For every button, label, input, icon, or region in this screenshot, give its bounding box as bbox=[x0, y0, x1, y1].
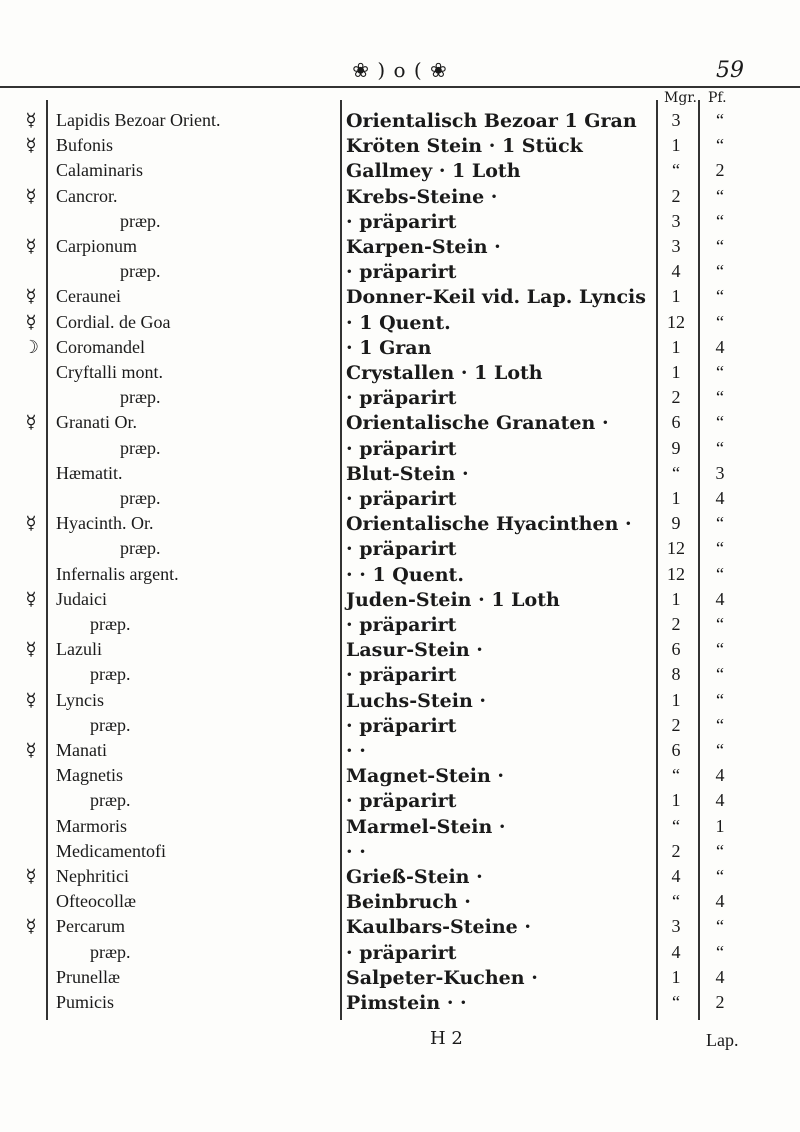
price-pf: “ bbox=[716, 261, 724, 282]
price-mgr: 4 bbox=[671, 941, 681, 962]
price-mgr: 3 bbox=[671, 210, 681, 231]
latin-name: Hyacinth. Or. bbox=[56, 513, 154, 534]
latin-name: præp. bbox=[120, 488, 161, 508]
latin-name: Cryftalli mont. bbox=[56, 362, 163, 382]
price-mgr: “ bbox=[672, 891, 680, 912]
german-name: Donner-Keil vid. Lap. Lyncis bbox=[346, 286, 646, 309]
price-pf: 4 bbox=[715, 891, 725, 912]
price-row bbox=[0, 236, 800, 258]
price-mgr: 2 bbox=[671, 614, 681, 634]
latin-name: præp. bbox=[120, 210, 161, 231]
price-row bbox=[0, 790, 800, 812]
price-row bbox=[0, 690, 800, 712]
german-name: · präparirt bbox=[346, 614, 457, 636]
german-name: · präparirt bbox=[346, 261, 457, 284]
price-mgr: “ bbox=[672, 992, 680, 1012]
price-pf: 2 bbox=[715, 992, 725, 1012]
price-row bbox=[0, 286, 800, 308]
price-pf: “ bbox=[716, 740, 724, 760]
price-row bbox=[0, 841, 800, 863]
latin-name: Ceraunei bbox=[56, 286, 121, 307]
german-name: · · bbox=[346, 740, 366, 762]
catchword: Lap. bbox=[706, 1030, 739, 1050]
german-name: Magnet-Stein · bbox=[346, 765, 505, 788]
price-row bbox=[0, 891, 800, 913]
price-mgr: 1 bbox=[671, 966, 681, 987]
price-row bbox=[0, 866, 800, 888]
german-name: · präparirt bbox=[346, 714, 457, 737]
german-name: Blut-Stein · bbox=[346, 462, 469, 485]
price-row bbox=[0, 538, 800, 560]
german-name: · präparirt bbox=[346, 790, 457, 813]
price-pf: “ bbox=[716, 689, 724, 710]
price-row bbox=[0, 312, 800, 334]
german-name: Luchs-Stein · bbox=[346, 689, 486, 712]
latin-name: præp. bbox=[120, 538, 161, 559]
german-name: Krebs-Steine · bbox=[346, 185, 498, 208]
latin-name: præp. bbox=[120, 437, 161, 458]
latin-name: Nephritici bbox=[56, 866, 129, 886]
price-row bbox=[0, 967, 800, 989]
mercury-symbol-icon: ☿ bbox=[25, 236, 37, 257]
price-pf: “ bbox=[716, 941, 724, 962]
price-row bbox=[0, 639, 800, 661]
price-pf: 4 bbox=[715, 488, 725, 508]
price-mgr: 1 bbox=[671, 488, 681, 508]
german-name: · präparirt bbox=[346, 488, 457, 510]
german-name: Orientalische Granaten · bbox=[346, 412, 609, 435]
price-mgr: 2 bbox=[671, 714, 681, 735]
latin-name: Cancror. bbox=[56, 185, 118, 206]
latin-name: præp. bbox=[120, 387, 161, 408]
price-mgr: “ bbox=[672, 462, 680, 483]
german-name: Juden-Stein · 1 Loth bbox=[346, 588, 560, 611]
price-pf: “ bbox=[716, 135, 724, 156]
mercury-symbol-icon: ☿ bbox=[25, 916, 37, 938]
price-row bbox=[0, 362, 800, 384]
german-name: · 1 Gran bbox=[346, 336, 432, 359]
column-header-pf: Pf. bbox=[708, 90, 727, 106]
latin-name: Lazuli bbox=[56, 639, 102, 660]
latin-name: Magnetis bbox=[56, 765, 123, 786]
price-mgr: 2 bbox=[671, 387, 681, 408]
price-mgr: “ bbox=[672, 765, 680, 786]
price-pf: “ bbox=[716, 513, 724, 534]
latin-name: Percarum bbox=[56, 916, 125, 937]
german-name: Lasur-Stein · bbox=[346, 639, 483, 662]
price-pf: 2 bbox=[715, 160, 725, 181]
german-name: · präparirt bbox=[346, 538, 457, 561]
price-mgr: 9 bbox=[671, 437, 681, 458]
latin-name: præp. bbox=[120, 261, 161, 282]
german-name: Marmel-Stein · bbox=[346, 815, 506, 838]
price-row bbox=[0, 715, 800, 737]
price-mgr: 1 bbox=[671, 689, 681, 710]
price-mgr: 6 bbox=[671, 412, 681, 433]
price-row bbox=[0, 387, 800, 409]
latin-name: Lyncis bbox=[56, 689, 104, 710]
german-name: Crystallen · 1 Loth bbox=[346, 362, 543, 384]
price-row bbox=[0, 992, 800, 1014]
price-row bbox=[0, 740, 800, 762]
page-number: 59 bbox=[716, 58, 744, 83]
price-pf: “ bbox=[716, 110, 724, 130]
mercury-symbol-icon: ☿ bbox=[25, 639, 37, 661]
german-name: Gallmey · 1 Loth bbox=[346, 160, 521, 183]
price-row bbox=[0, 261, 800, 283]
german-name: · präparirt bbox=[346, 941, 457, 964]
price-pf: “ bbox=[716, 840, 724, 861]
price-row bbox=[0, 614, 800, 636]
german-name: Beinbruch · bbox=[346, 891, 471, 914]
price-mgr: 1 bbox=[671, 588, 681, 609]
price-mgr: 6 bbox=[671, 740, 681, 760]
german-name: · präparirt bbox=[346, 437, 457, 460]
latin-name: Judaici bbox=[56, 588, 107, 609]
price-pf: 4 bbox=[715, 336, 725, 357]
price-row bbox=[0, 513, 800, 535]
mercury-symbol-icon: ☿ bbox=[25, 185, 37, 207]
latin-name: Ofteocollæ bbox=[56, 891, 136, 912]
german-name: Grieß-Stein · bbox=[346, 866, 483, 888]
price-pf: “ bbox=[716, 866, 724, 886]
latin-name: Prunellæ bbox=[56, 966, 121, 987]
price-mgr: 1 bbox=[671, 790, 681, 811]
price-pf: “ bbox=[716, 916, 724, 937]
german-name: · 1 Quent. bbox=[346, 311, 451, 334]
price-mgr: 3 bbox=[671, 916, 681, 937]
price-row bbox=[0, 110, 800, 132]
price-pf: “ bbox=[716, 362, 724, 382]
price-mgr: 2 bbox=[671, 185, 681, 206]
latin-name: Cordial. de Goa bbox=[56, 311, 171, 332]
price-pf: “ bbox=[716, 614, 724, 634]
price-mgr: 12 bbox=[667, 563, 685, 584]
price-pf: 4 bbox=[715, 790, 725, 811]
price-row bbox=[0, 412, 800, 434]
latin-name: præp. bbox=[90, 614, 131, 634]
latin-name: præp. bbox=[90, 790, 131, 811]
latin-name: Granati Or. bbox=[56, 412, 137, 433]
price-pf: “ bbox=[716, 664, 724, 685]
mercury-symbol-icon: ☽ bbox=[22, 336, 40, 358]
price-pf: “ bbox=[716, 412, 724, 433]
german-name: Orientalisch Bezoar 1 Gran bbox=[346, 110, 637, 132]
mercury-symbol-icon: ☿ bbox=[25, 588, 37, 610]
price-pf: “ bbox=[716, 210, 724, 231]
german-name: · präparirt bbox=[346, 664, 457, 687]
price-pf: 3 bbox=[715, 462, 725, 483]
latin-name: præp. bbox=[90, 664, 131, 685]
price-mgr: 1 bbox=[671, 362, 681, 382]
price-pf: “ bbox=[716, 538, 724, 559]
column-header-mgr: Mgr. bbox=[664, 90, 697, 106]
price-mgr: 6 bbox=[671, 639, 681, 660]
price-pf: 4 bbox=[715, 588, 725, 609]
price-mgr: 1 bbox=[671, 286, 681, 307]
latin-name: Manati bbox=[56, 740, 107, 760]
price-mgr: 4 bbox=[671, 866, 681, 886]
mercury-symbol-icon: ☿ bbox=[25, 286, 37, 308]
mercury-symbol-icon: ☿ bbox=[25, 513, 37, 535]
price-row bbox=[0, 589, 800, 611]
mercury-symbol-icon: ☿ bbox=[25, 135, 37, 157]
price-row bbox=[0, 186, 800, 208]
price-row bbox=[0, 438, 800, 460]
german-name: Orientalische Hyacinthen · bbox=[346, 513, 632, 536]
mercury-symbol-icon: ☿ bbox=[25, 412, 37, 434]
price-mgr: 2 bbox=[671, 840, 681, 861]
price-row bbox=[0, 664, 800, 686]
price-row bbox=[0, 564, 800, 586]
price-row bbox=[0, 160, 800, 182]
latin-name: Carpionum bbox=[56, 236, 137, 256]
latin-name: Marmoris bbox=[56, 815, 127, 836]
latin-name: Pumicis bbox=[56, 992, 115, 1012]
header-ornament: ❀ ) o ( ❀ bbox=[352, 58, 448, 82]
price-row bbox=[0, 916, 800, 938]
latin-name: Medicamentofi bbox=[56, 840, 166, 861]
latin-name: præp. bbox=[90, 941, 131, 962]
latin-name: præp. bbox=[90, 714, 131, 735]
mercury-symbol-icon: ☿ bbox=[25, 866, 37, 887]
price-mgr: 1 bbox=[671, 135, 681, 156]
price-mgr: 8 bbox=[671, 664, 681, 685]
price-mgr: 12 bbox=[667, 311, 685, 332]
price-mgr: “ bbox=[672, 160, 680, 181]
price-mgr: 3 bbox=[671, 236, 681, 256]
price-mgr: 3 bbox=[671, 110, 681, 130]
latin-name: Infernalis argent. bbox=[56, 563, 179, 584]
price-row bbox=[0, 816, 800, 838]
latin-name: Bufonis bbox=[56, 135, 114, 156]
price-pf: “ bbox=[716, 437, 724, 458]
price-pf: “ bbox=[716, 387, 724, 408]
latin-name: Hæmatit. bbox=[56, 462, 123, 483]
mercury-symbol-icon: ☿ bbox=[25, 740, 37, 761]
german-name: Salpeter-Kuchen · bbox=[346, 966, 538, 989]
header-rule bbox=[0, 86, 800, 88]
signature-mark: H 2 bbox=[430, 1028, 463, 1049]
latin-name: Calaminaris bbox=[56, 160, 143, 181]
mercury-symbol-icon: ☿ bbox=[25, 311, 37, 333]
price-row bbox=[0, 337, 800, 359]
latin-name: Coromandel bbox=[56, 336, 145, 357]
price-mgr: 1 bbox=[671, 336, 681, 357]
german-name: · · 1 Quent. bbox=[346, 563, 464, 586]
german-name: Karpen-Stein · bbox=[346, 236, 501, 258]
price-mgr: “ bbox=[672, 815, 680, 836]
price-pf: “ bbox=[716, 286, 724, 307]
mercury-symbol-icon: ☿ bbox=[25, 689, 37, 711]
price-pf: “ bbox=[716, 714, 724, 735]
price-row bbox=[0, 463, 800, 485]
german-name: Kröten Stein · 1 Stück bbox=[346, 135, 583, 158]
german-name: · · bbox=[346, 840, 366, 863]
price-pf: 4 bbox=[715, 765, 725, 786]
price-mgr: 4 bbox=[671, 261, 681, 282]
price-pf: “ bbox=[716, 639, 724, 660]
german-name: · präparirt bbox=[346, 210, 457, 233]
price-mgr: 12 bbox=[667, 538, 685, 559]
german-name: Pimstein · · bbox=[346, 992, 467, 1014]
price-row bbox=[0, 765, 800, 787]
mercury-symbol-icon: ☿ bbox=[25, 110, 37, 131]
price-pf: “ bbox=[716, 236, 724, 256]
price-pf: “ bbox=[716, 311, 724, 332]
price-row bbox=[0, 135, 800, 157]
german-name: · präparirt bbox=[346, 387, 457, 410]
german-name: Kaulbars-Steine · bbox=[346, 916, 531, 939]
price-row bbox=[0, 488, 800, 510]
latin-name: Lapidis Bezoar Orient. bbox=[56, 110, 221, 130]
price-mgr: 9 bbox=[671, 513, 681, 534]
price-pf: 4 bbox=[715, 966, 725, 987]
price-pf: 1 bbox=[715, 815, 725, 836]
price-pf: “ bbox=[716, 185, 724, 206]
price-row bbox=[0, 211, 800, 233]
price-row bbox=[0, 942, 800, 964]
price-pf: “ bbox=[716, 563, 724, 584]
